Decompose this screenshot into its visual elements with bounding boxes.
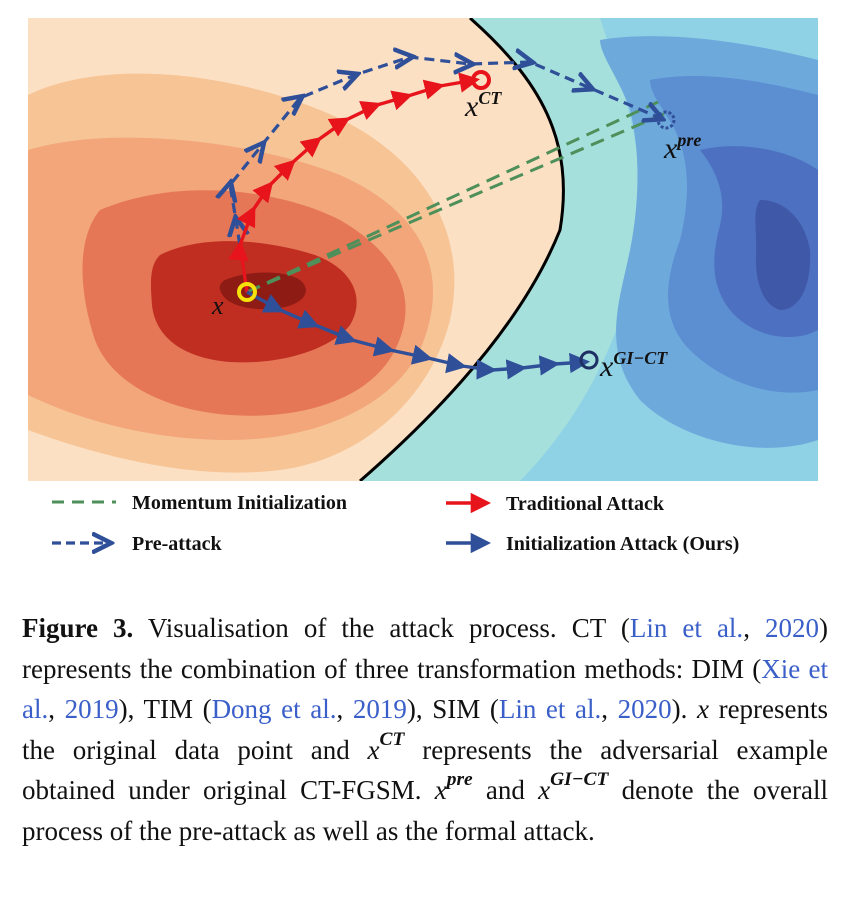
math-x-pre: $x^{pre}$ xyxy=(434,769,473,805)
citation-xie-2019-year[interactable]: 2019 xyxy=(64,694,119,724)
caption-text: denote the overall process of the pre-attack as well as the formal attack. xyxy=(22,775,828,846)
citation-lin-2020b-authors[interactable]: Lin et al. xyxy=(498,694,602,724)
caption-sep: , xyxy=(601,694,618,724)
caption-text: represents the original data point and xyxy=(22,694,829,765)
label-x-pre: $x^{pre}$ xyxy=(664,130,702,165)
caption-text: ), SIM ( xyxy=(406,694,499,724)
citation-xie-2019-authors[interactable]: Xie et al. xyxy=(22,653,828,724)
caption-sep: , xyxy=(48,694,65,724)
caption-text: ) represents the combination of three transformation methods: DIM ( xyxy=(22,613,829,684)
math-x: x xyxy=(696,694,709,724)
caption-text: and xyxy=(472,775,539,805)
legend-preattack-label: Pre-attack xyxy=(132,533,222,555)
legend xyxy=(52,492,739,555)
citation-lin-2020-authors[interactable]: Lin et al. xyxy=(629,613,744,643)
caption-text: ). xyxy=(671,694,697,724)
citation-dong-2019-authors[interactable]: Dong et al. xyxy=(211,694,337,724)
legend-traditional-label: Traditional Attack xyxy=(506,493,664,515)
caption-text: Visualisation of the attack process. CT ( xyxy=(133,613,630,643)
caption-sep: , xyxy=(743,613,766,643)
math-x-gict: $x^{GI-CT}$ xyxy=(538,769,609,805)
label-x-ct: $x^{CT}$ xyxy=(465,88,502,123)
citation-lin-2020b-year[interactable]: 2020 xyxy=(617,694,672,724)
contour-plot xyxy=(28,18,818,481)
label-x: x xyxy=(212,291,224,320)
caption-label: Figure 3. xyxy=(22,613,134,643)
math-x-ct: $x^{CT}$ xyxy=(367,728,405,765)
caption-text: ), TIM ( xyxy=(118,694,212,724)
legend-initialization-label: Initialization Attack (Ours) xyxy=(506,533,740,555)
caption-text: represents the adversarial example obtained under original CT-FGSM. xyxy=(22,734,828,805)
citation-dong-2019-year[interactable]: 2019 xyxy=(352,694,407,724)
legend-momentum-label: Momentum Initialization xyxy=(132,492,347,514)
citation-lin-2020-year[interactable]: 2020 xyxy=(765,613,820,643)
label-x-gict: $x^{GI-CT}$ xyxy=(600,348,668,383)
caption-sep: , xyxy=(336,694,353,724)
figure-caption xyxy=(22,608,828,851)
